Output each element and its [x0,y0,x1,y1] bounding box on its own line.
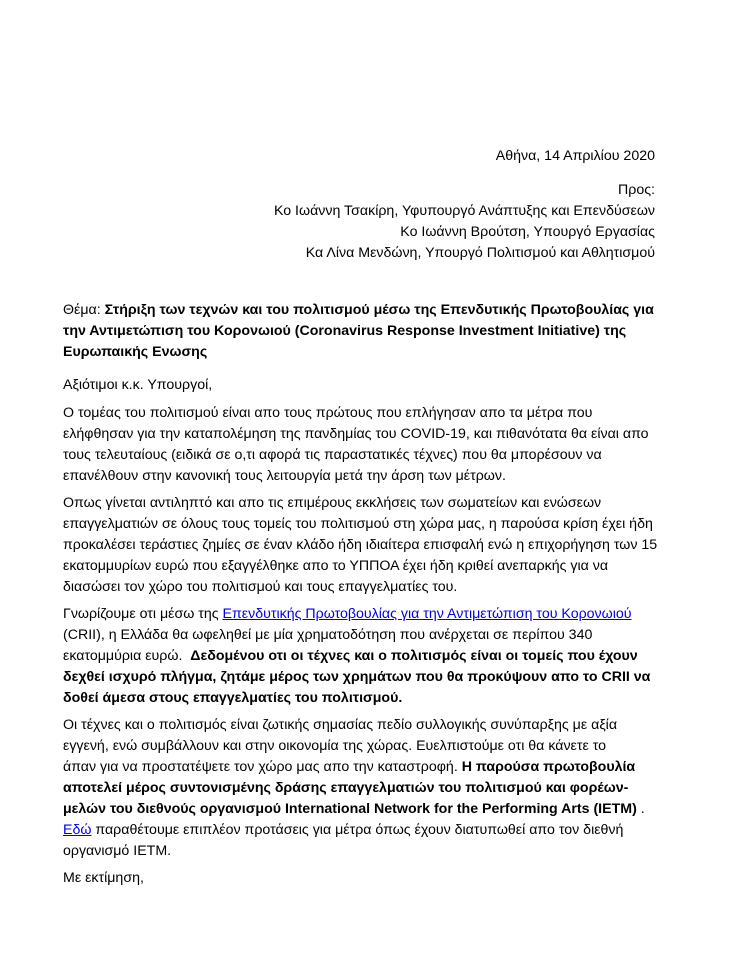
text-segment: διασώσει τον χώρο του πολιτισμού και τους επαγγελματίες του. [63,579,458,595]
text-line [63,556,655,577]
text-segment: Η παρούσα πρωτοβουλία [461,759,636,775]
text-line [63,646,655,667]
paragraph-1 [63,403,655,487]
paragraph-3 [63,604,655,709]
text-segment: ελήφθησαν για την καταπολέμηση της πανδημίας του COVID-19, και πιθανότατα θα είναι απο [63,426,649,442]
text-line [63,445,655,466]
recipients-block [63,180,655,264]
text-line [63,300,655,321]
text-segment: (CRII), η Ελλάδα θα ωφεληθεί με μία χρηματοδότηση που ανέρχεται σε περίπου 340 [63,627,593,643]
text-line [63,577,655,598]
recipient: Κο Ιωάννη Τσακίρη, Υφυπουργό Ανάπτυξης και Επενδύσεων [273,203,655,219]
text-segment: Στήριξη των τεχνών και του πολιτισμού μέσω της Επενδυτικής Πρωτοβουλίας για [104,302,654,318]
text-line [63,736,655,757]
subject-line [63,300,655,363]
text-segment: Οι τέχνες και ο πολιτισμός είναι ζωτικής σημασίας πεδίο συλλογικής συνύπαρξης με αξία [63,717,618,733]
recipient: Κο Ιωάννη Βρούτση, Υπουργό Εργασίας [400,224,655,240]
text-segment: οργανισμό IETM. [63,843,172,859]
text-line [63,466,655,487]
text-segment: προκαλέσει τεράστιες ζημίες σε έναν κλάδο ήδη ιδιαίτερα επισφαλή ενώ η επιχορήγηση των 15 [63,537,658,553]
text-line [63,757,655,778]
text-line [63,493,655,514]
closing: Με εκτίμηση, [63,870,144,886]
text-line [63,625,655,646]
text-segment: εκατομμύρια ευρώ. [63,648,191,664]
text-segment: Οπως γίνεται αντιληπτό και απο τις επιμέρους εκκλήσεις των σωματείων και ενώσεων [63,495,602,511]
text-line [63,321,655,342]
text-line [63,715,655,736]
text-segment: αποτελεί μέρος συντονισμένης δράσης επαγγελματιών του πολιτισμού και φορέων- [63,780,629,796]
text-line [63,667,655,688]
text-segment: άπαν για να προστατέψετε τον χώρο μας απο την καταστροφή. [63,759,462,775]
text-line [63,688,655,709]
recipient: Κα Λίνα Μενδώνη, Υπουργό Πολιτισμού και Αθλητισμού [305,245,655,261]
text-segment: δοθεί άμεσα στους επαγγελματίες του πολιτισμού. [63,690,403,706]
text-segment: Γνωρίζουμε οτι μέσω της [63,606,223,622]
text-segment: παραθέτουμε επιπλέον προτάσεις για μέτρα όπως έχουν διατυπωθεί απο τον διεθνή [91,822,624,838]
text-line [63,778,655,799]
letter-date: Αθήνα, 14 Απριλίου 2020 [495,148,655,164]
text-segment: μελών του διεθνούς οργανισμού International Network for the Performing Arts (IETM) [63,801,637,817]
text-line [63,424,655,445]
text-segment: εγγενή, ενώ συμβάλλουν και στην οικονομία της χώρας. Ευελπιστούμε οτι θα κάνετε το [63,738,607,754]
text-line [63,535,658,556]
text-segment: Ο τομέας του πολιτισμού είναι απο τους πρώτους που επλήγησαν απο τα μέτρα που [63,405,593,421]
salutation: Αξιότιμοι κ.κ. Υπουργοί, [63,377,213,393]
text-line [63,403,655,424]
text-line [63,841,655,862]
inline-link[interactable]: Εδώ [63,822,92,838]
text-line [63,604,655,625]
text-segment: επαγγελματιών σε όλους τους τομείς του πολιτισμού στη χώρα μας, η παρούσα κρίση έχει ήδη [63,516,653,532]
text-segment: επανέλθουν στην κανονική τους λειτουργία μετά την άρση των μέτρων. [63,468,506,484]
text-segment: Δεδομένου οτι οι τέχνες και ο πολιτισμός είναι οι τομείς που έχουν [190,648,638,664]
text-line [63,799,655,820]
text-segment: την Αντιμετώπιση του Κορονωιού (Coronavirus Response Investment Initiative) της [63,323,627,339]
text-segment: εκατομμυρίων ευρώ που εξαγγέλθηκε απο το ΥΠΠΟΑ έχει ήδη κριθεί ανεπαρκής για να [63,558,609,574]
text-segment: δεχθεί ισχυρό πλήγμα, ζητάμε μέρος των χρημάτων που θα προκύψουν απο το CRII να [63,669,651,685]
text-line [63,342,655,363]
inline-link[interactable]: Επενδυτικής Πρωτοβουλίας για την Αντιμετώπιση του Κορονωιού [222,606,632,622]
text-line [63,820,655,841]
text-segment: Θέμα: [63,302,105,318]
text-segment: Ευρωπαικής Ενωσης [63,344,208,360]
paragraph-4 [63,715,655,862]
text-segment: τους τελευταίους (ειδικά σε ο,τι αφορά τις παραστατικές τέχνες) που θα μπορέσουν να [63,447,602,463]
text-line [63,514,655,535]
text-segment: . [636,801,645,817]
to-label: Προς: [618,182,655,198]
paragraph-2 [63,493,658,598]
